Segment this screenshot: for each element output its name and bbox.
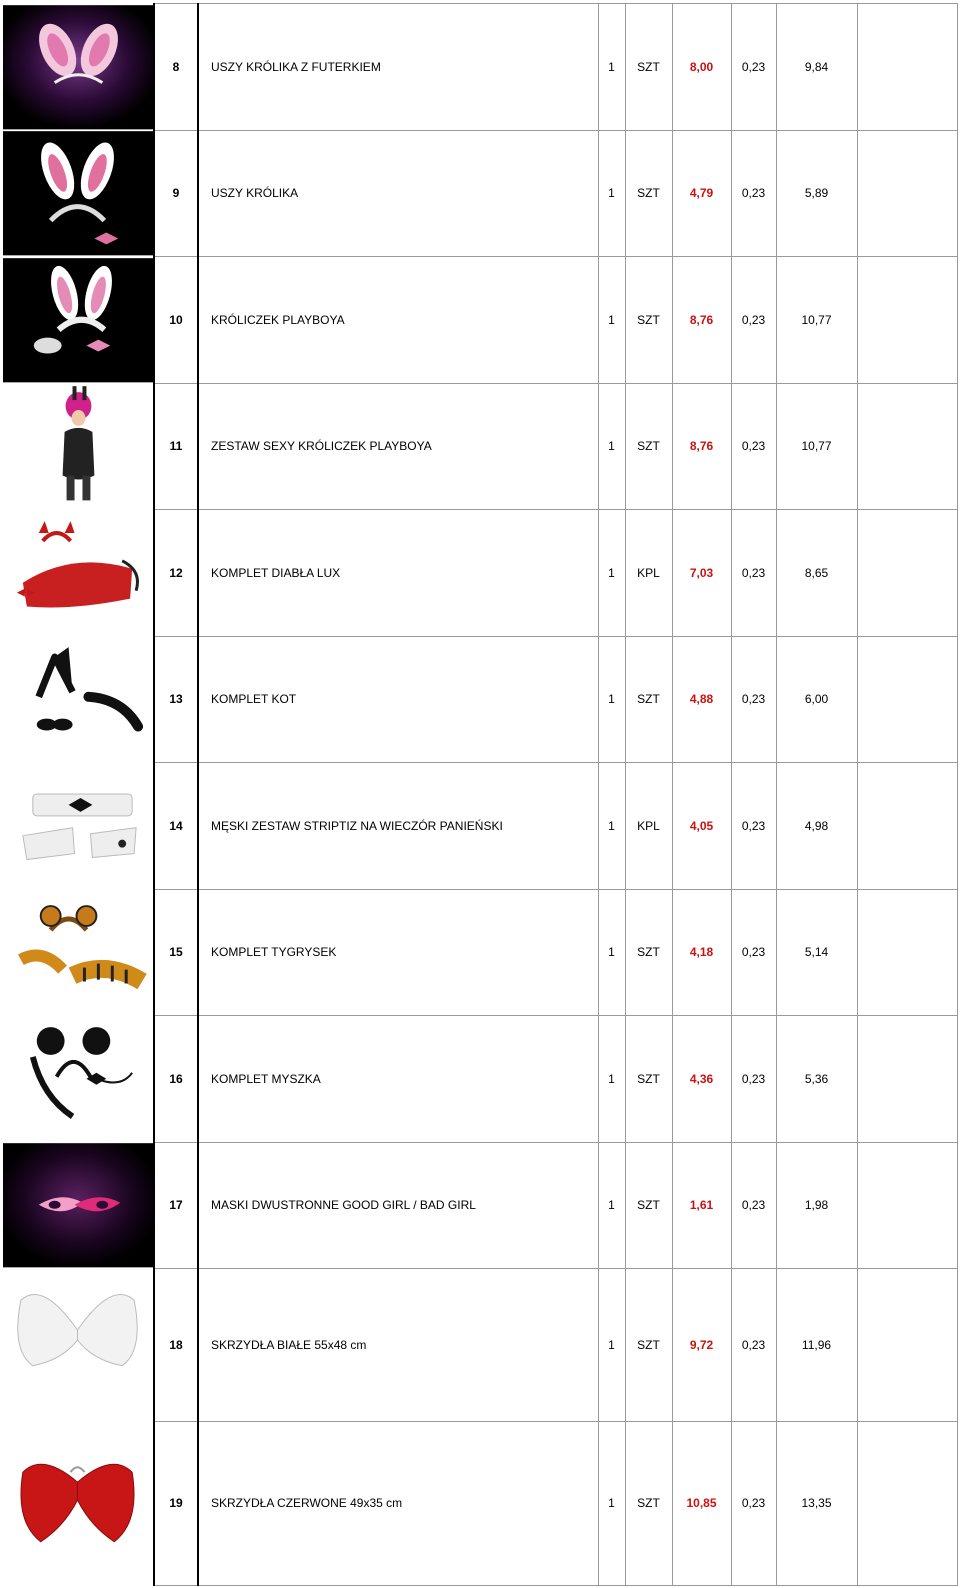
item-net-price: 4,79 xyxy=(672,130,731,257)
item-name: SKRZYDŁA CZERWONE 49x35 cm xyxy=(198,1421,598,1585)
item-unit: SZT xyxy=(625,4,672,131)
item-gross-price: 5,14 xyxy=(776,889,857,1016)
item-empty-cell xyxy=(857,130,957,257)
item-unit: SZT xyxy=(625,383,672,510)
item-quantity: 1 xyxy=(598,763,625,890)
item-name: MĘSKI ZESTAW STRIPTIZ NA WIECZÓR PANIEŃSKI xyxy=(198,763,598,890)
item-name: KOMPLET TYGRYSEK xyxy=(198,889,598,1016)
item-quantity: 1 xyxy=(598,1142,625,1269)
item-unit: SZT xyxy=(625,1016,672,1143)
item-quantity: 1 xyxy=(598,1016,625,1143)
item-number: 8 xyxy=(154,4,198,131)
item-vat-rate: 0,23 xyxy=(731,636,776,763)
item-quantity: 1 xyxy=(598,510,625,637)
masks-photo xyxy=(3,1142,153,1269)
item-unit: SZT xyxy=(625,257,672,384)
item-name: MASKI DWUSTRONNE GOOD GIRL / BAD GIRL xyxy=(198,1142,598,1269)
item-net-price: 8,76 xyxy=(672,257,731,384)
devil-set-photo xyxy=(3,510,153,637)
item-net-price: 8,00 xyxy=(672,4,731,131)
item-gross-price: 10,77 xyxy=(776,257,857,384)
item-empty-cell xyxy=(857,1269,957,1422)
product-image xyxy=(3,889,154,1016)
item-number: 19 xyxy=(154,1421,198,1585)
item-empty-cell xyxy=(857,1016,957,1143)
item-net-price: 9,72 xyxy=(672,1269,731,1422)
item-unit: SZT xyxy=(625,1142,672,1269)
item-empty-cell xyxy=(857,383,957,510)
item-net-price: 10,85 xyxy=(672,1421,731,1585)
item-name: KOMPLET DIABŁA LUX xyxy=(198,510,598,637)
tiger-set-photo xyxy=(3,889,153,1016)
item-name: SKRZYDŁA BIAŁE 55x48 cm xyxy=(198,1269,598,1422)
red-wings-photo xyxy=(3,1421,153,1585)
item-vat-rate: 0,23 xyxy=(731,1142,776,1269)
item-number: 18 xyxy=(154,1269,198,1422)
item-gross-price: 4,98 xyxy=(776,763,857,890)
item-gross-price: 6,00 xyxy=(776,636,857,763)
item-gross-price: 5,89 xyxy=(776,130,857,257)
table-row xyxy=(3,636,957,763)
item-name: USZY KRÓLIKA xyxy=(198,130,598,257)
item-quantity: 1 xyxy=(598,383,625,510)
item-unit: SZT xyxy=(625,636,672,763)
item-number: 13 xyxy=(154,636,198,763)
item-number: 12 xyxy=(154,510,198,637)
item-vat-rate: 0,23 xyxy=(731,383,776,510)
item-number: 10 xyxy=(154,257,198,384)
item-vat-rate: 0,23 xyxy=(731,257,776,384)
item-quantity: 1 xyxy=(598,636,625,763)
item-number: 15 xyxy=(154,889,198,1016)
table-row xyxy=(3,130,957,257)
item-net-price: 4,05 xyxy=(672,763,731,890)
item-vat-rate: 0,23 xyxy=(731,130,776,257)
item-gross-price: 1,98 xyxy=(776,1142,857,1269)
table-row xyxy=(3,1269,957,1422)
item-gross-price: 11,96 xyxy=(776,1269,857,1422)
item-net-price: 7,03 xyxy=(672,510,731,637)
product-image xyxy=(3,257,154,384)
item-empty-cell xyxy=(857,889,957,1016)
item-net-price: 4,18 xyxy=(672,889,731,1016)
item-unit: SZT xyxy=(625,1421,672,1585)
item-gross-price: 8,65 xyxy=(776,510,857,637)
item-empty-cell xyxy=(857,257,957,384)
product-image xyxy=(3,383,154,510)
item-empty-cell xyxy=(857,1421,957,1585)
item-unit: KPL xyxy=(625,510,672,637)
item-unit: SZT xyxy=(625,130,672,257)
product-image xyxy=(3,636,154,763)
item-name: ZESTAW SEXY KRÓLICZEK PLAYBOYA xyxy=(198,383,598,510)
table-row xyxy=(3,1421,957,1585)
cat-set-photo xyxy=(3,636,153,763)
item-number: 14 xyxy=(154,763,198,890)
table-row xyxy=(3,763,957,890)
bunny-costume-model-photo xyxy=(3,383,153,510)
product-image xyxy=(3,763,154,890)
item-name: KOMPLET KOT xyxy=(198,636,598,763)
product-image xyxy=(3,4,154,131)
item-number: 9 xyxy=(154,130,198,257)
item-empty-cell xyxy=(857,636,957,763)
male-collar-cuffs-photo xyxy=(3,763,153,890)
item-unit: SZT xyxy=(625,1269,672,1422)
table-row xyxy=(3,1142,957,1269)
product-image xyxy=(3,510,154,637)
item-net-price: 8,76 xyxy=(672,383,731,510)
item-name: USZY KRÓLIKA Z FUTERKIEM xyxy=(198,4,598,131)
product-image xyxy=(3,1269,154,1422)
item-gross-price: 10,77 xyxy=(776,383,857,510)
table-row xyxy=(3,889,957,1016)
item-number: 16 xyxy=(154,1016,198,1143)
playboy-bunny-set-photo xyxy=(3,257,153,384)
item-vat-rate: 0,23 xyxy=(731,889,776,1016)
product-image xyxy=(3,1016,154,1143)
item-empty-cell xyxy=(857,763,957,890)
table-body xyxy=(3,4,957,1586)
item-quantity: 1 xyxy=(598,1269,625,1422)
table-row xyxy=(3,1016,957,1143)
mouse-set-photo xyxy=(3,1016,153,1143)
item-gross-price: 5,36 xyxy=(776,1016,857,1143)
table-row xyxy=(3,510,957,637)
item-name: KRÓLICZEK PLAYBOYA xyxy=(198,257,598,384)
item-empty-cell xyxy=(857,510,957,637)
product-image xyxy=(3,1421,154,1585)
item-unit: KPL xyxy=(625,763,672,890)
table-row xyxy=(3,257,957,384)
item-vat-rate: 0,23 xyxy=(731,4,776,131)
bunny-ears-fur-photo xyxy=(3,4,153,131)
item-vat-rate: 0,23 xyxy=(731,1269,776,1422)
table-row xyxy=(3,4,957,131)
item-unit: SZT xyxy=(625,889,672,1016)
item-vat-rate: 0,23 xyxy=(731,1016,776,1143)
item-gross-price: 9,84 xyxy=(776,4,857,131)
item-vat-rate: 0,23 xyxy=(731,510,776,637)
item-name: KOMPLET MYSZKA xyxy=(198,1016,598,1143)
item-vat-rate: 0,23 xyxy=(731,1421,776,1585)
item-gross-price: 13,35 xyxy=(776,1421,857,1585)
product-table xyxy=(3,3,958,1586)
product-image xyxy=(3,130,154,257)
item-empty-cell xyxy=(857,1142,957,1269)
item-number: 11 xyxy=(154,383,198,510)
item-net-price: 1,61 xyxy=(672,1142,731,1269)
item-quantity: 1 xyxy=(598,1421,625,1585)
item-quantity: 1 xyxy=(598,257,625,384)
bunny-ears-bowtie-photo xyxy=(3,130,153,257)
item-quantity: 1 xyxy=(598,889,625,1016)
item-net-price: 4,36 xyxy=(672,1016,731,1143)
item-net-price: 4,88 xyxy=(672,636,731,763)
item-number: 17 xyxy=(154,1142,198,1269)
item-vat-rate: 0,23 xyxy=(731,763,776,890)
item-empty-cell xyxy=(857,4,957,131)
product-image xyxy=(3,1142,154,1269)
table-row xyxy=(3,383,957,510)
item-quantity: 1 xyxy=(598,4,625,131)
white-wings-photo xyxy=(3,1269,153,1422)
item-quantity: 1 xyxy=(598,130,625,257)
